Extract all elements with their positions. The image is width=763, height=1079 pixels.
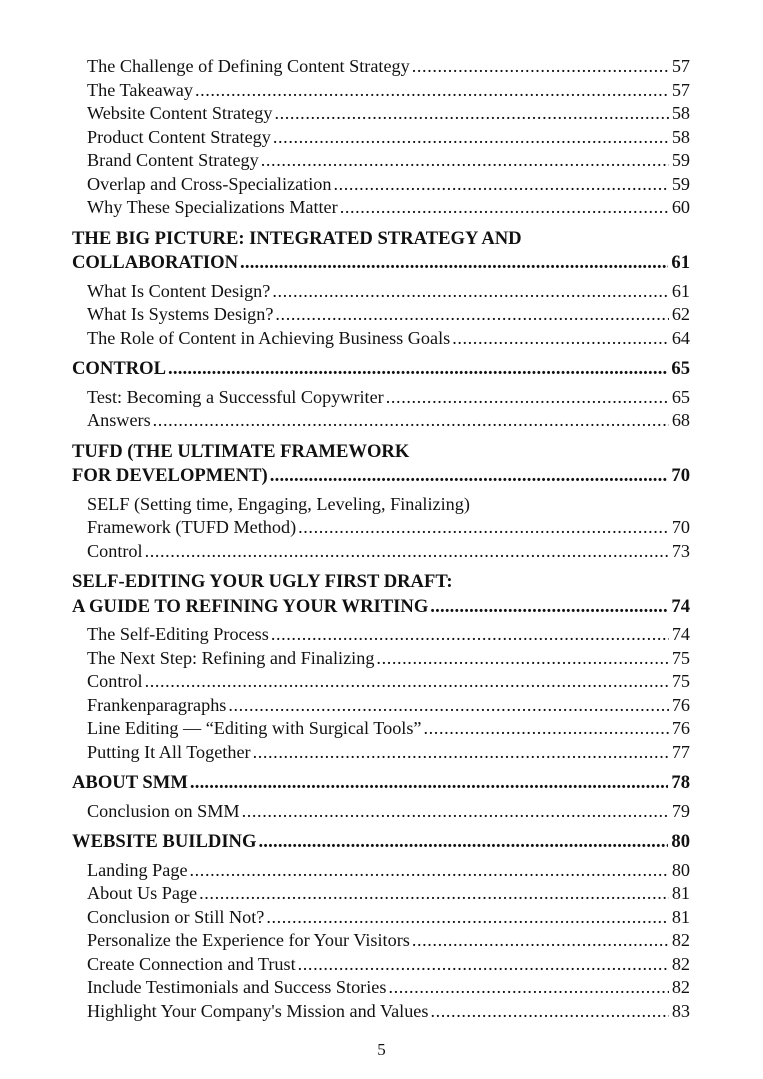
toc-heading-line[interactable]: TUFD (THE ULTIMATE FRAMEWORK — [72, 440, 410, 462]
toc-entry-title: Personalize the Experience for Your Visitors — [87, 930, 410, 950]
toc-entry[interactable] — [72, 327, 690, 351]
toc-entry[interactable] — [72, 149, 690, 173]
toc-heading-page: 65 — [671, 358, 690, 379]
toc-entry-page: 62 — [671, 304, 690, 324]
toc-entry-page: 81 — [671, 906, 690, 927]
table-of-contents — [72, 55, 690, 1023]
toc-entry-title: Framework (TUFD Method) — [87, 517, 297, 537]
toc-entry[interactable] — [72, 173, 690, 197]
dot-leader — [424, 717, 669, 741]
toc-entry[interactable] — [72, 102, 690, 126]
dot-leader — [228, 694, 668, 718]
toc-entry-page: 82 — [671, 953, 690, 974]
toc-entry[interactable] — [72, 670, 690, 694]
dot-leader — [452, 327, 669, 351]
toc-entry[interactable] — [72, 647, 690, 671]
toc-entry[interactable] — [72, 280, 690, 304]
toc-heading[interactable] — [72, 830, 690, 855]
toc-entry[interactable] — [72, 1000, 690, 1024]
toc-entry-page: 83 — [671, 1000, 690, 1021]
toc-entry-title: Highlight Your Company's Mission and Values — [87, 1000, 429, 1021]
toc-heading-title: COLLABORATION — [72, 252, 238, 273]
toc-entry[interactable] — [72, 79, 690, 103]
dot-leader — [190, 859, 669, 883]
toc-entry-page: 68 — [671, 410, 690, 430]
toc-entry-page: 79 — [671, 800, 690, 821]
toc-entry-title: Product Content Strategy — [87, 126, 271, 147]
dot-leader — [412, 929, 669, 953]
toc-entry-title: The Role of Content in Achieving Business Goals — [87, 327, 451, 348]
dot-leader — [430, 1000, 668, 1024]
toc-entry-page: 75 — [671, 647, 690, 668]
dot-leader — [272, 280, 668, 304]
toc-section-about-smm — [72, 771, 690, 823]
toc-entry-title: The Challenge of Defining Content Strategy — [87, 56, 410, 76]
toc-entry-page: 70 — [671, 517, 690, 537]
toc-entry-title: Website Content Strategy — [87, 103, 273, 123]
toc-entry[interactable] — [72, 386, 690, 410]
dot-leader — [270, 464, 669, 489]
dot-leader — [153, 409, 669, 433]
toc-entry-page: 58 — [671, 103, 690, 123]
toc-entry-page: 59 — [671, 173, 690, 194]
dot-leader — [388, 976, 668, 1000]
toc-heading-title: FOR DEVELOPMENT) — [72, 465, 268, 486]
toc-entry-line[interactable]: SELF (Setting time, Engaging, Leveling, Finalizing) — [87, 493, 470, 514]
dot-leader — [271, 623, 669, 647]
dot-leader — [145, 670, 669, 694]
dot-leader — [199, 882, 669, 906]
toc-entry-title: Brand Content Strategy — [87, 150, 259, 170]
toc-entry-title: Control — [87, 540, 143, 561]
dot-leader — [333, 173, 668, 197]
toc-heading-title: A GUIDE TO REFINING YOUR WRITING — [72, 595, 429, 617]
toc-entry-page: 61 — [671, 280, 690, 301]
toc-entry-title: The Next Step: Refining and Finalizing — [87, 647, 375, 668]
toc-entry[interactable] — [72, 55, 690, 79]
dot-leader — [242, 800, 669, 824]
toc-section-big-picture — [72, 227, 690, 351]
toc-entry-page: 74 — [671, 624, 690, 644]
toc-section-self-editing — [72, 570, 690, 764]
dot-leader — [273, 126, 669, 150]
toc-entry[interactable] — [72, 126, 690, 150]
toc-entry[interactable] — [72, 540, 690, 564]
toc-heading-page: 80 — [671, 831, 690, 852]
dot-leader — [195, 79, 669, 103]
toc-entry[interactable] — [72, 303, 690, 327]
toc-entry-title: What Is Systems Design? — [87, 304, 274, 324]
toc-entry-page: 57 — [671, 56, 690, 76]
dot-leader — [275, 303, 668, 327]
toc-section-control — [72, 357, 690, 433]
toc-heading-title: WEBSITE BUILDING — [72, 831, 257, 852]
toc-heading-page: 74 — [671, 595, 690, 617]
toc-entry-page: 77 — [671, 741, 690, 762]
toc-entry[interactable] — [72, 717, 690, 741]
toc-entry-title: Control — [87, 671, 143, 691]
toc-heading-page: 61 — [671, 252, 690, 273]
toc-entry[interactable] — [72, 976, 690, 1000]
toc-entry-title: Putting It All Together — [87, 741, 251, 762]
toc-entry-page: 64 — [671, 327, 690, 348]
toc-entry-page: 81 — [671, 883, 690, 903]
toc-entry-page: 76 — [671, 694, 690, 715]
dot-leader — [386, 386, 669, 410]
toc-entry-page: 73 — [671, 540, 690, 561]
toc-entry[interactable] — [72, 196, 690, 220]
toc-entry[interactable] — [72, 859, 690, 883]
dot-leader — [190, 771, 669, 796]
toc-entry[interactable] — [72, 800, 690, 824]
toc-heading-title: ABOUT SMM — [72, 772, 188, 793]
dot-leader — [340, 196, 669, 220]
toc-entry[interactable] — [72, 516, 690, 540]
toc-entry[interactable] — [72, 623, 690, 647]
toc-entry-title: The Takeaway — [87, 79, 193, 100]
toc-entry-page: 57 — [671, 79, 690, 100]
toc-entry-title: Line Editing — “Editing with Surgical Tools” — [87, 718, 422, 738]
dot-leader — [258, 830, 668, 855]
toc-entry-page: 82 — [671, 977, 690, 997]
toc-entry[interactable] — [72, 906, 690, 930]
toc-entry-page: 59 — [671, 150, 690, 170]
toc-entry-title: Test: Becoming a Successful Copywriter — [87, 386, 384, 407]
toc-entry[interactable] — [72, 929, 690, 953]
dot-leader — [412, 55, 669, 79]
toc-entry-title: Overlap and Cross-Specialization — [87, 173, 332, 194]
toc-entry-page: 60 — [671, 197, 690, 217]
toc-entry-page: 76 — [671, 718, 690, 738]
toc-entry-title: Include Testimonials and Success Stories — [87, 977, 387, 997]
toc-heading-page: 78 — [671, 772, 690, 793]
toc-entry-title: The Self-Editing Process — [87, 624, 269, 644]
toc-entry-title: What Is Content Design? — [87, 280, 271, 301]
toc-entry-title: About Us Page — [87, 883, 198, 903]
dot-leader — [266, 906, 668, 930]
toc-entry-title: Conclusion on SMM — [87, 800, 240, 821]
toc-entry-page: 75 — [671, 671, 690, 691]
dot-leader — [430, 595, 668, 620]
toc-heading[interactable] — [72, 357, 690, 382]
toc-entry-page: 65 — [671, 386, 690, 407]
toc-section-content-strategy — [72, 55, 690, 220]
toc-entry[interactable] — [72, 882, 690, 906]
toc-entry[interactable] — [72, 409, 690, 433]
toc-entry-page: 82 — [671, 930, 690, 950]
toc-entry-page: 80 — [671, 859, 690, 880]
toc-heading-page: 70 — [671, 465, 690, 486]
dot-leader — [145, 540, 669, 564]
dot-leader — [253, 741, 669, 765]
dot-leader — [274, 102, 668, 126]
dot-leader — [298, 953, 669, 977]
dot-leader — [168, 357, 668, 382]
toc-entry-page: 58 — [671, 126, 690, 147]
toc-entry-title: Create Connection and Trust — [87, 953, 296, 974]
toc-heading-title: CONTROL — [72, 358, 167, 379]
page-number: 5 — [377, 1040, 386, 1059]
toc-section-website-building — [72, 830, 690, 1023]
toc-entry-title: Conclusion or Still Not? — [87, 906, 265, 927]
toc-entry-title: Frankenparagraphs — [87, 694, 227, 715]
dot-leader — [240, 251, 668, 276]
toc-heading-line[interactable]: THE BIG PICTURE: INTEGRATED STRATEGY AND — [72, 227, 522, 249]
toc-entry[interactable] — [72, 953, 690, 977]
toc-entry-title: Answers — [87, 410, 151, 430]
toc-entry[interactable] — [72, 694, 690, 718]
toc-entry-title: Landing Page — [87, 859, 188, 880]
toc-entry[interactable] — [72, 741, 690, 765]
dot-leader — [376, 647, 668, 671]
dot-leader — [261, 149, 669, 173]
toc-heading[interactable] — [72, 464, 690, 489]
toc-heading[interactable] — [72, 771, 690, 796]
toc-heading-line[interactable]: SELF-EDITING YOUR UGLY FIRST DRAFT: — [72, 571, 453, 592]
dot-leader — [298, 516, 669, 540]
toc-heading[interactable] — [72, 595, 690, 620]
toc-heading[interactable] — [72, 251, 690, 276]
toc-section-tufd — [72, 440, 690, 564]
toc-entry-title: Why These Specializations Matter — [87, 197, 338, 217]
